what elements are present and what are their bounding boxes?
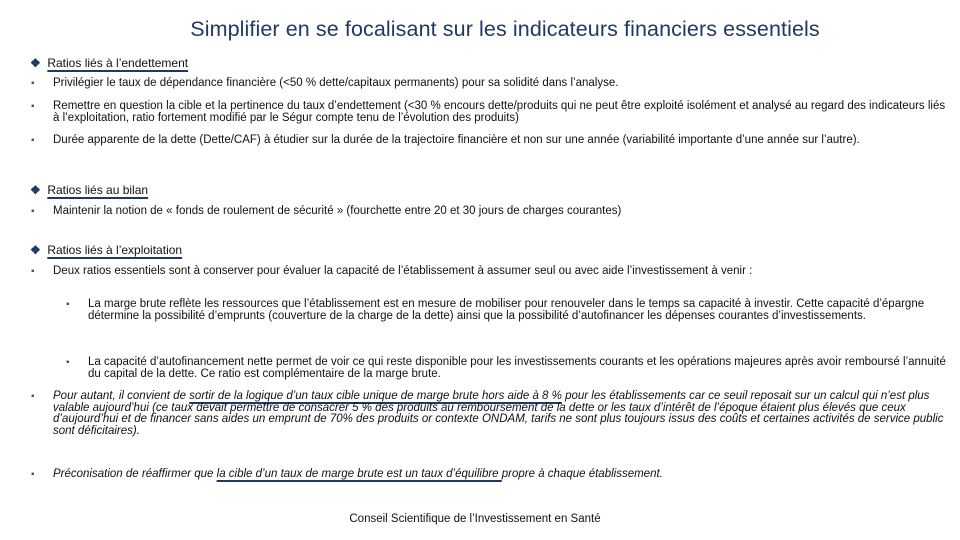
bullet-text-post: propre à chaque établissement.: [501, 468, 663, 480]
bullet-text: La capacité d’autofinancement nette permet de voir ce qui reste disponible pour les investissements courants et les opérations majeures après avoir remboursé l’annuité du capital de la dette. Ce ratio est complémentaire de la marge brute.: [88, 356, 946, 380]
section-bilan-heading: [30, 183, 148, 197]
diamond-bullet-icon: ❖: [30, 243, 41, 257]
bullet-text: Remettre en question la cible et la pertinence du taux d’endettement (<30 % encours dette/produits qui ne peut être exploité isolément et analysé au regard des indicateurs liés à l’exploitation, ratio fortement modifié par le Ségur compte tenu de l’évolution des produits): [53, 100, 946, 124]
footer: Conseil Scientifique de l’Investissement en Santé: [349, 513, 601, 525]
list-item: [31, 265, 953, 278]
bullet-text-pre: Pour autant, il convient de: [53, 390, 190, 402]
square-bullet-icon: ▪: [31, 101, 35, 112]
bullet-text: Privilégier le taux de dépendance financière (<50 % dette/capitaux permanents) pour sa solidité dans l’analyse.: [53, 77, 619, 89]
section-label: Ratios liés à l’endettement: [47, 56, 189, 70]
bullet-text-post: pour les établissements car ce seuil reposait sur un calcul qui n’est plus valable aujourd’hui (ce taux devait permettre de consacrer 5 % des produits au remboursement de la dette or les taux d’intérêt de l’époque étaient plus élevés que ceux d’aujourd’hui et de financer sans aides un emprunt de 70% des produits or contexte ONDAM, tarifs ne sont plus toujours issus des coûts et certaines activités de service public sont déficitaires).: [53, 390, 944, 437]
sub-list-item: [66, 298, 948, 322]
section-endettement-heading: [30, 56, 188, 70]
bullet-text: Durée apparente de la dette (Dette/CAF) à étudier sur la durée de la trajectoire financière et non sur une année (variabilité importante d’une année sur l’autre).: [53, 134, 860, 146]
section-label: Ratios liés au bilan: [47, 183, 149, 197]
square-bullet-icon: ▪: [31, 135, 35, 146]
list-item: [31, 100, 953, 124]
diamond-bullet-icon: ❖: [30, 56, 41, 70]
bullet-text-underlined: sortir de la logique d’un taux cible unique de marge brute hors aide à 8 %: [189, 390, 562, 402]
diamond-bullet-icon: ❖: [30, 183, 41, 197]
square-bullet-icon: ▪: [66, 357, 70, 368]
square-bullet-icon: ▪: [31, 266, 35, 277]
section-exploitation-heading: [30, 243, 182, 257]
list-item: [31, 205, 953, 218]
square-bullet-icon: ▪: [66, 299, 70, 310]
list-item: [31, 77, 953, 90]
page-title: Simplifier en se focalisant sur les indicateurs financiers essentiels: [190, 17, 820, 41]
bullet-text-underlined: la cible d’un taux de marge brute est un taux d’équilibre: [216, 468, 502, 480]
sub-list-item: [66, 356, 948, 380]
bullet-text: Deux ratios essentiels sont à conserver pour évaluer la capacité de l’établissement à assumer seul ou avec aide l’investissement à venir :: [53, 265, 753, 277]
square-bullet-icon: ▪: [31, 206, 35, 217]
square-bullet-icon: ▪: [31, 469, 35, 480]
bullet-text: La marge brute reflète les ressources que l’établissement est en mesure de mobiliser pour renouveler dans le temps sa capacité à investir. Cette capacité d’épargne détermine la possibilité d’emprunts (couverture de la charge de la dette) ainsi que la possibilité d’autofinancer les dépenses courantes d’investissements.: [88, 298, 925, 322]
section-label: Ratios liés à l’exploitation: [47, 243, 183, 257]
square-bullet-icon: ▪: [31, 391, 35, 402]
bullet-text-pre: Préconisation de réaffirmer que: [53, 468, 217, 480]
list-item: [31, 390, 953, 437]
bullet-text: Maintenir la notion de « fonds de roulement de sécurité » (fourchette entre 20 et 30 jours de charges courantes): [53, 205, 622, 217]
square-bullet-icon: ▪: [31, 78, 35, 89]
list-item-recommendation: [31, 468, 953, 481]
list-item: [31, 134, 953, 147]
